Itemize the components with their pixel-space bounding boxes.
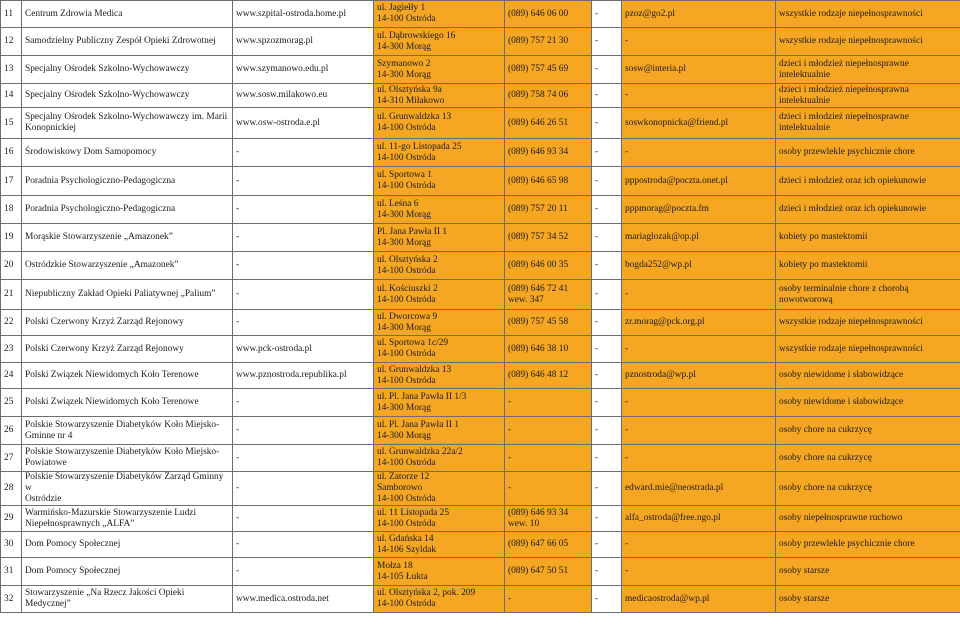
phone: (089) 758 74 06 — [505, 84, 592, 108]
phone: (089) 757 45 58 — [505, 310, 592, 336]
row-number: 12 — [1, 28, 22, 56]
phone: (089) 647 66 05 — [505, 532, 592, 558]
address: Mołza 18 14-105 Łukta — [374, 558, 505, 586]
email: sosw@interia.pl — [622, 56, 776, 84]
phone: (089) 646 93 34 — [505, 139, 592, 167]
website: - — [233, 417, 374, 445]
email: alfa_ostroda@free.ngo.pl — [622, 506, 776, 532]
address: ul. Olsztyńska 2, pok. 209 14-100 Ostróda — [374, 586, 505, 613]
table-row — [1, 167, 960, 196]
organization-name: Polski Związek Niewidomych Koło Terenowe — [22, 363, 233, 389]
row-number: 17 — [1, 167, 22, 196]
row-number: 25 — [1, 389, 22, 417]
organization-name: Środowiskowy Dom Samopomocy — [22, 139, 233, 167]
row-number: 18 — [1, 196, 22, 224]
target-group: osoby chore na cukrzycę — [776, 417, 960, 445]
row-number: 20 — [1, 252, 22, 280]
table-row — [1, 139, 960, 167]
table-row — [1, 56, 960, 84]
website: - — [233, 389, 374, 417]
address: ul. Dąbrowskiego 16 14-300 Morąg — [374, 28, 505, 56]
table-row — [1, 389, 960, 417]
fax: - — [592, 445, 622, 472]
row-number: 29 — [1, 506, 22, 532]
target-group: osoby przewlekle psychicznie chore — [776, 139, 960, 167]
fax: - — [592, 336, 622, 363]
phone: - — [505, 472, 592, 506]
table-row — [1, 1, 960, 28]
fax: - — [592, 506, 622, 532]
table-body — [1, 1, 960, 613]
email: edward.mie@neostrada.pl — [622, 472, 776, 506]
website: - — [233, 445, 374, 472]
email: bogda252@wp.pl — [622, 252, 776, 280]
email: medicaostroda@wp.pl — [622, 586, 776, 613]
row-number: 31 — [1, 558, 22, 586]
table-row — [1, 532, 960, 558]
table-row — [1, 108, 960, 139]
fax: - — [592, 28, 622, 56]
address: ul. Dworcowa 9 14-300 Morąg — [374, 310, 505, 336]
target-group: dzieci i młodzież oraz ich opiekunowie — [776, 196, 960, 224]
target-group: wszystkie rodzaje niepełnosprawności — [776, 336, 960, 363]
fax: - — [592, 167, 622, 196]
row-number: 15 — [1, 108, 22, 139]
table-row — [1, 336, 960, 363]
row-number: 23 — [1, 336, 22, 363]
website: www.pck-ostroda.pl — [233, 336, 374, 363]
website: www.szpital-ostroda.home.pl — [233, 1, 374, 28]
fax: - — [592, 310, 622, 336]
fax: - — [592, 472, 622, 506]
phone: (089) 646 93 34 wew. 10 — [505, 506, 592, 532]
address: ul. Jagiełły 1 14-100 Ostróda — [374, 1, 505, 28]
fax: - — [592, 84, 622, 108]
target-group: osoby chore na cukrzycę — [776, 445, 960, 472]
row-number: 30 — [1, 532, 22, 558]
target-group: osoby starsze — [776, 586, 960, 613]
website: - — [233, 310, 374, 336]
row-number: 26 — [1, 417, 22, 445]
row-number: 21 — [1, 280, 22, 310]
organization-name: Polskie Stowarzyszenie Diabetyków Zarząd Gminny w Ostródzie — [22, 472, 233, 506]
website: - — [233, 196, 374, 224]
organization-name: Stowarzyszenie „Na Rzecz Jakości Opieki Medycznej” — [22, 586, 233, 613]
website: - — [233, 167, 374, 196]
organization-name: Polski Czerwony Krzyż Zarząd Rejonowy — [22, 310, 233, 336]
fax: - — [592, 558, 622, 586]
address: ul. Kościuszki 2 14-100 Ostróda — [374, 280, 505, 310]
email: - — [622, 84, 776, 108]
address: Szymanowo 2 14-300 Morąg — [374, 56, 505, 84]
address: ul. Olsztyńska 9a 14-310 Miłakowo — [374, 84, 505, 108]
fax: - — [592, 139, 622, 167]
email: pppostroda@poczta.onet.pl — [622, 167, 776, 196]
phone: (089) 647 50 51 — [505, 558, 592, 586]
email: - — [622, 389, 776, 417]
organization-name: Dom Pomocy Społecznej — [22, 558, 233, 586]
target-group: osoby starsze — [776, 558, 960, 586]
website: www.osw-ostroda.e.pl — [233, 108, 374, 139]
fax: - — [592, 389, 622, 417]
address: ul. 11-go Listopada 25 14-100 Ostróda — [374, 139, 505, 167]
phone: (089) 757 34 52 — [505, 224, 592, 252]
table-row — [1, 28, 960, 56]
email: zr.morag@pck.org.pl — [622, 310, 776, 336]
address: ul. Pl. Jana Pawła II 1 14-300 Morąg — [374, 417, 505, 445]
organization-name: Polski Związek Niewidomych Koło Terenowe — [22, 389, 233, 417]
email: - — [622, 532, 776, 558]
phone: - — [505, 417, 592, 445]
target-group: osoby niewidome i słabowidzące — [776, 389, 960, 417]
website: www.sosw.milakowo.eu — [233, 84, 374, 108]
address: ul. Gdańska 14 14-106 Szyldak — [374, 532, 505, 558]
phone: - — [505, 389, 592, 417]
organization-name: Polski Czerwony Krzyż Zarząd Rejonowy — [22, 336, 233, 363]
table-row — [1, 196, 960, 224]
fax: - — [592, 224, 622, 252]
phone: (089) 646 00 35 — [505, 252, 592, 280]
website: - — [233, 280, 374, 310]
fax: - — [592, 280, 622, 310]
website: www.medica.ostroda.net — [233, 586, 374, 613]
table-row — [1, 417, 960, 445]
website: - — [233, 252, 374, 280]
email: - — [622, 558, 776, 586]
organization-name: Warmińsko-Mazurskie Stowarzyszenie Ludzi Niepełnosprawnych „ALFA” — [22, 506, 233, 532]
fax: - — [592, 586, 622, 613]
address: ul. Pl. Jana Pawła II 1/3 14-300 Morąg — [374, 389, 505, 417]
fax: - — [592, 108, 622, 139]
phone: - — [505, 445, 592, 472]
organization-name: Dom Pomocy Społecznej — [22, 532, 233, 558]
row-number: 19 — [1, 224, 22, 252]
website: - — [233, 532, 374, 558]
row-number: 16 — [1, 139, 22, 167]
row-number: 11 — [1, 1, 22, 28]
organization-name: Centrum Zdrowia Medica — [22, 1, 233, 28]
row-number: 24 — [1, 363, 22, 389]
table-row — [1, 252, 960, 280]
address: ul. Sportowa 1c/29 14-100 Ostróda — [374, 336, 505, 363]
website: - — [233, 472, 374, 506]
organization-name: Morąskie Stowarzyszenie „Amazonek” — [22, 224, 233, 252]
organization-name: Ostródzkie Stowarzyszenie „Amazonek” — [22, 252, 233, 280]
organization-name: Poradnia Psychologiczno-Pedagogiczna — [22, 196, 233, 224]
fax: - — [592, 196, 622, 224]
target-group: kobiety po mastektomii — [776, 224, 960, 252]
target-group: dzieci i młodzież niepełnosprawne intelektualnie — [776, 108, 960, 139]
email: mariaglozak@op.pl — [622, 224, 776, 252]
email: - — [622, 336, 776, 363]
phone: (089) 646 06 00 — [505, 1, 592, 28]
table-row — [1, 84, 960, 108]
row-number: 13 — [1, 56, 22, 84]
organization-name: Niepubliczny Zakład Opieki Paliatywnej „Palium” — [22, 280, 233, 310]
email: - — [622, 28, 776, 56]
fax: - — [592, 532, 622, 558]
organization-name: Samodzielny Publiczny Zespół Opieki Zdrowotnej — [22, 28, 233, 56]
target-group: osoby terminalnie chore z chorobą nowotworową — [776, 280, 960, 310]
email: soswkonopnicka@friend.pl — [622, 108, 776, 139]
organization-name: Poradnia Psychologiczno-Pedagogiczna — [22, 167, 233, 196]
website: www.szymanowo.edu.pl — [233, 56, 374, 84]
address: Pl. Jana Pawła II 1 14-300 Morąg — [374, 224, 505, 252]
table-row — [1, 506, 960, 532]
target-group: dzieci i młodzież oraz ich opiekunowie — [776, 167, 960, 196]
address: ul. Grunwaldzka 13 14-100 Ostróda — [374, 363, 505, 389]
organization-name: Polskie Stowarzyszenie Diabetyków Koło Miejsko- Gminne nr 4 — [22, 417, 233, 445]
row-number: 14 — [1, 84, 22, 108]
address: ul. Leśna 6 14-300 Morąg — [374, 196, 505, 224]
table-row — [1, 363, 960, 389]
email: pppmorag@poczta.fm — [622, 196, 776, 224]
fax: - — [592, 363, 622, 389]
website: - — [233, 558, 374, 586]
phone: (089) 757 20 11 — [505, 196, 592, 224]
email: pzoz@go2.pl — [622, 1, 776, 28]
table-row — [1, 224, 960, 252]
email: - — [622, 417, 776, 445]
target-group: osoby niepełnosprawne ruchowo — [776, 506, 960, 532]
row-number: 28 — [1, 472, 22, 506]
table-row — [1, 310, 960, 336]
website: - — [233, 224, 374, 252]
fax: - — [592, 56, 622, 84]
row-number: 22 — [1, 310, 22, 336]
target-group: dzieci i młodzież niepełnosprawne intelektualnie — [776, 56, 960, 84]
target-group: wszystkie rodzaje niepełnosprawności — [776, 310, 960, 336]
organization-name: Specjalny Ośrodek Szkolno-Wychowawczy — [22, 84, 233, 108]
organization-name: Specjalny Ośrodek Szkolno-Wychowawczy — [22, 56, 233, 84]
phone: (089) 757 21 30 — [505, 28, 592, 56]
target-group: osoby przewlekle psychicznie chore — [776, 532, 960, 558]
email: pznostroda@wp.pl — [622, 363, 776, 389]
table-row — [1, 558, 960, 586]
row-number: 32 — [1, 586, 22, 613]
target-group: osoby niewidome i słabowidzące — [776, 363, 960, 389]
phone: (089) 646 48 12 — [505, 363, 592, 389]
address: ul. Olsztyńska 2 14-100 Ostróda — [374, 252, 505, 280]
phone: (089) 757 45 69 — [505, 56, 592, 84]
phone: - — [505, 586, 592, 613]
fax: - — [592, 417, 622, 445]
target-group: wszystkie rodzaje niepełnosprawności — [776, 28, 960, 56]
target-group: kobiety po mastektomii — [776, 252, 960, 280]
address: ul. Grunwaldzka 13 14-100 Ostróda — [374, 108, 505, 139]
table-row — [1, 280, 960, 310]
address: ul. 11 Listopada 25 14-100 Ostróda — [374, 506, 505, 532]
organization-name: Polskie Stowarzyszenie Diabetyków Koło Miejsko- Powiatowe — [22, 445, 233, 472]
table-row — [1, 472, 960, 506]
address: ul. Zatorze 12 Samborowo 14-100 Ostróda — [374, 472, 505, 506]
phone: (089) 646 26 51 — [505, 108, 592, 139]
table-row — [1, 586, 960, 613]
row-number: 27 — [1, 445, 22, 472]
address: ul. Sportowa 1 14-100 Ostróda — [374, 167, 505, 196]
phone: (089) 646 72 41 wew. 347 — [505, 280, 592, 310]
target-group: wszystkie rodzaje niepełnosprawności — [776, 1, 960, 28]
address: ul. Grunwaldzka 22a/2 14-100 Ostróda — [374, 445, 505, 472]
website: www.spzozmorag.pl — [233, 28, 374, 56]
email: - — [622, 445, 776, 472]
website: www.pznostroda.republika.pl — [233, 363, 374, 389]
website: - — [233, 506, 374, 532]
fax: - — [592, 1, 622, 28]
email: - — [622, 139, 776, 167]
website: - — [233, 139, 374, 167]
fax: - — [592, 252, 622, 280]
table-row — [1, 445, 960, 472]
organization-name: Specjalny Ośrodek Szkolno-Wychowawczy im. Marii Konopnickiej — [22, 108, 233, 139]
target-group: osoby chore na cukrzycę — [776, 472, 960, 506]
email: - — [622, 280, 776, 310]
target-group: dzieci i młodzież niepełnosprawna intelektualnie — [776, 84, 960, 108]
phone: (089) 646 38 10 — [505, 336, 592, 363]
phone: (089) 646 65 98 — [505, 167, 592, 196]
